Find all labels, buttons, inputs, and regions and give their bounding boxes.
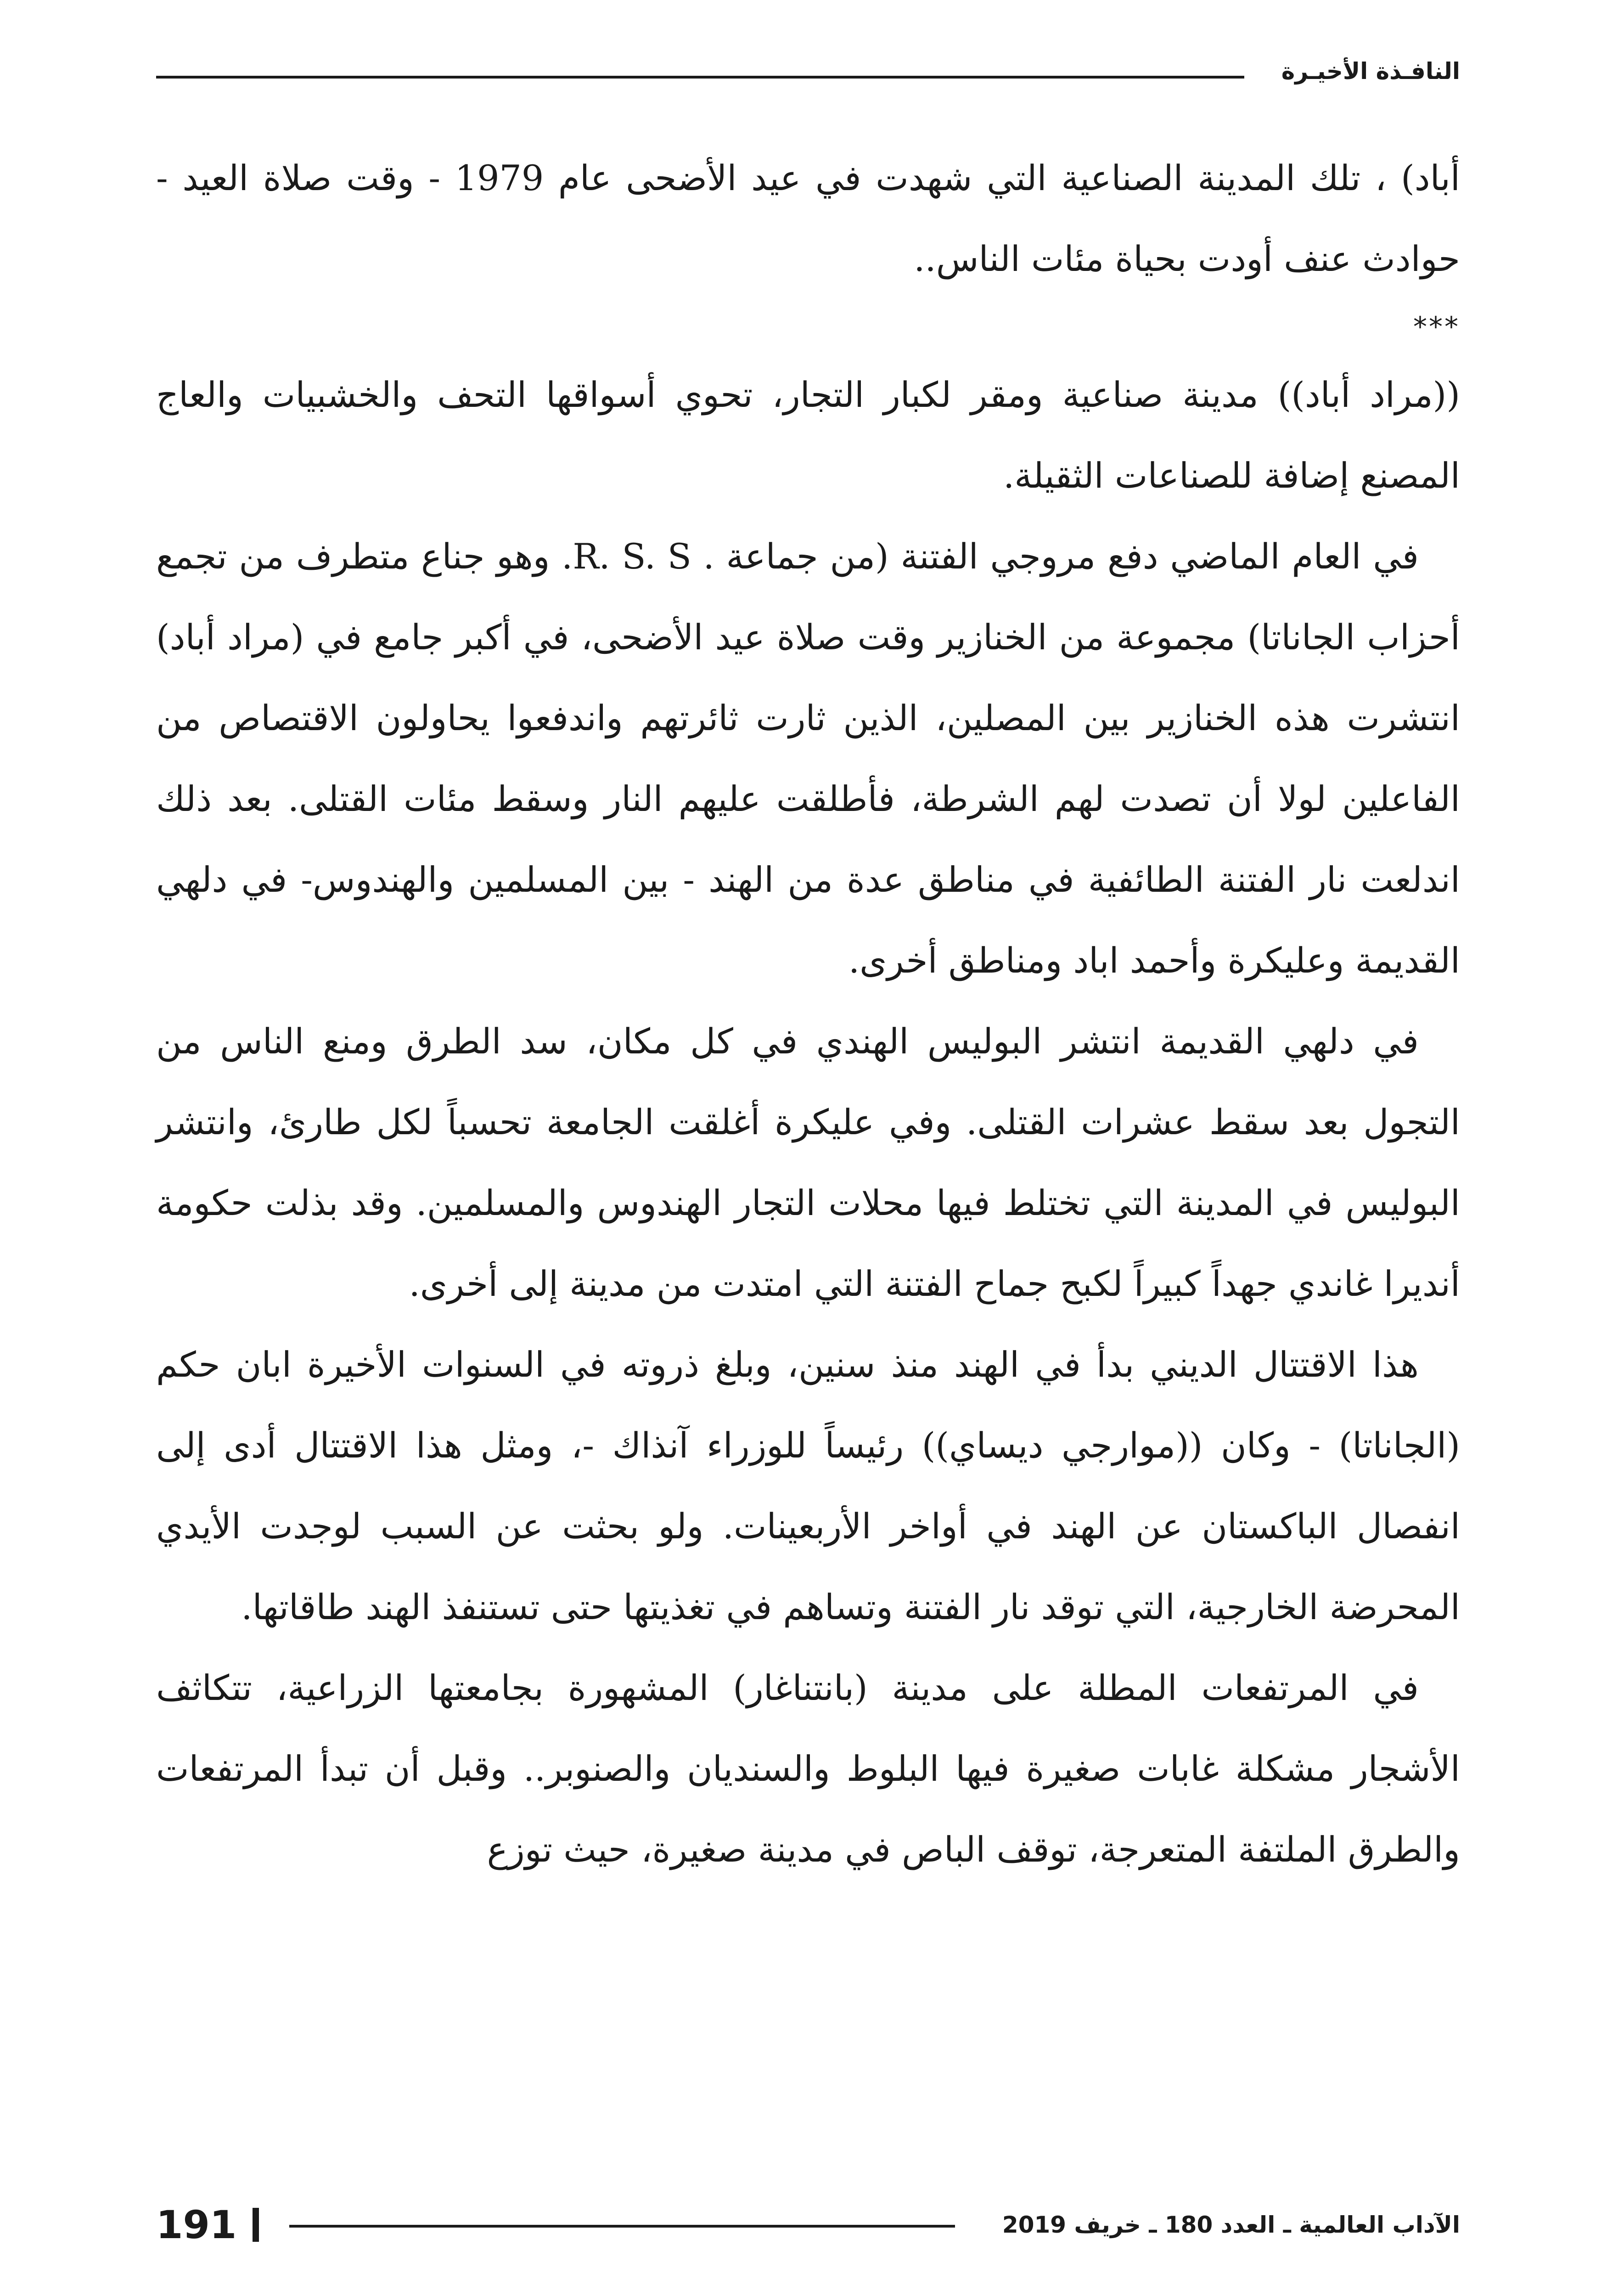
article-body (156, 138, 1460, 1890)
paragraph: أباد) ، تلك المدينة الصناعية التي شهدت في عيد الأضحى عام 1979 - وقت صلاة العيد - حوادث عنف أودت بحياة مئات الناس.. (156, 158, 1460, 279)
journal-citation: الآداب العالمية ـ العدد 180 ـ خريف 2019 (1002, 2212, 1460, 2238)
footer-rule (289, 2225, 955, 2228)
section-separator: *** (1413, 311, 1460, 343)
paragraph: في العام الماضي دفع مروجي الفتنة (من جماعة . R. S. S. وهو جناع متطرف من تجمع أحزاب الجاناتا) مجموعة من الخنازير وقت صلاة عيد الأضحى، في أكبر جامع في (مراد أباد) انتشرت هذه الخنازير بين المصلين، الذين ثارت ثائرتهم واندفعوا يحاولون الاقتصاص من الفاعلين لولا أن تصدت لهم الشرطة، فأطلقت عليهم النار وسقط مئات القتلى. بعد ذلك اندلعت نار الفتنة الطائفية في مناطق عدة من الهند - بين المسلمين والهندوس- في دلهي القديمة وعليكرة وأحمد اباد ومناطق أخرى. (156, 536, 1460, 981)
header-rule (156, 76, 1244, 79)
paragraph: ((مراد أباد)) مدينة صناعية ومقر لكبار التجار، تحوي أسواقها التحف والخشبيات والعاج المصنع إضافة للصناعات الثقيلة. (156, 374, 1460, 496)
running-footer (156, 2200, 1460, 2250)
paragraph: هذا الاقتتال الديني بدأ في الهند منذ سنين، وبلغ ذروته في السنوات الأخيرة ابان حكم (الجاناتا) - وكان ((موارجي ديساي)) رئيساً للوزراء آنذاك -، ومثل هذا الاقتتال أدى إلى انفصال الباكستان عن الهند في أواخر الأربعينات. ولو بحثت عن السبب لوجدت الأيدي المحرضة الخارجية، التي توقد نار الفتنة وتساهم في تغذيتها حتى تستنفذ الهند طاقاتها. (156, 1344, 1460, 1627)
running-header (156, 51, 1460, 96)
page-number-divider (253, 2208, 259, 2242)
section-title: النافـذة الأخيـرة (1281, 58, 1460, 84)
paragraph: في المرتفعات المطلة على مدينة (بانتناغار) المشهورة بجامعتها الزراعية، تتكاثف الأشجار مشكلة غابات صغيرة فيها البلوط والسنديان والصنوبر.. وقبل أن تبدأ المرتفعات والطرق الملتفة المتعرجة، توقف الباص في مدينة صغيرة، حيث توزع (156, 1667, 1460, 1870)
page-number: 191 (156, 2202, 237, 2247)
paragraph: في دلهي القديمة انتشر البوليس الهندي في كل مكان، سد الطرق ومنع الناس من التجول بعد سقط عشرات القتلى. وفي عليكرة أغلقت الجامعة تحسباً لكل طارئ، وانتشر البوليس في المدينة التي تختلط فيها محلات التجار الهندوس والمسلمين. وقد بذلت حكومة أنديرا غاندي جهداً كبيراً لكبح جماح الفتنة التي امتدت من مدينة إلى أخرى. (156, 1021, 1460, 1304)
